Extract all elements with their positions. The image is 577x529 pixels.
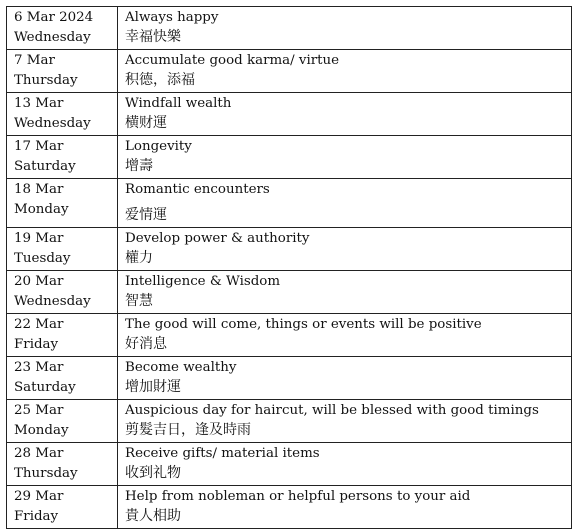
weekday-text: Friday bbox=[14, 508, 59, 524]
date-text: 23 Mar bbox=[14, 360, 64, 375]
weekday-text: Wednesday bbox=[14, 115, 91, 131]
meaning-english: Help from nobleman or helpful persons to your aid bbox=[125, 489, 471, 504]
table-row bbox=[7, 357, 572, 400]
meaning-chinese: 增加財運 bbox=[125, 378, 181, 395]
table-row bbox=[7, 7, 572, 50]
meaning-cell bbox=[118, 136, 572, 179]
meaning-chinese: 幸福快樂 bbox=[125, 28, 181, 45]
meaning-english: Intelligence & Wisdom bbox=[125, 274, 281, 289]
weekday-text: Wednesday bbox=[14, 293, 91, 309]
meaning-cell bbox=[118, 7, 572, 50]
meaning-chinese: 增壽 bbox=[125, 157, 153, 174]
table-row bbox=[7, 400, 572, 443]
meaning-cell bbox=[118, 228, 572, 271]
weekday-text: Wednesday bbox=[14, 29, 91, 45]
weekday-text: Monday bbox=[14, 201, 69, 217]
meaning-chinese: 横财運 bbox=[125, 114, 167, 131]
table-row bbox=[7, 93, 572, 136]
weekday-text: Saturday bbox=[14, 379, 76, 395]
meaning-cell bbox=[118, 50, 572, 93]
meaning-cell bbox=[118, 93, 572, 136]
meaning-cell bbox=[118, 314, 572, 357]
table-row bbox=[7, 271, 572, 314]
meaning-chinese: 權力 bbox=[125, 249, 153, 266]
table-row bbox=[7, 50, 572, 93]
meaning-chinese: 爱情運 bbox=[125, 206, 167, 223]
weekday-text: Tuesday bbox=[14, 250, 71, 266]
meaning-cell bbox=[118, 400, 572, 443]
table-row bbox=[7, 228, 572, 271]
date-text: 7 Mar bbox=[14, 53, 55, 68]
date-text: 25 Mar bbox=[14, 403, 64, 418]
meaning-chinese: 剪髮吉日，逢及時雨 bbox=[125, 421, 251, 438]
meaning-english: Always happy bbox=[125, 10, 219, 25]
meaning-english: Accumulate good karma/ virtue bbox=[125, 53, 340, 68]
table-row bbox=[7, 443, 572, 486]
date-text: 17 Mar bbox=[14, 139, 64, 154]
date-text: 18 Mar bbox=[14, 182, 64, 197]
date-text: 28 Mar bbox=[14, 446, 64, 461]
meaning-chinese: 好消息 bbox=[125, 335, 167, 352]
meaning-chinese: 貴人相助 bbox=[125, 507, 181, 524]
date-cell bbox=[7, 271, 118, 314]
meaning-english: Windfall wealth bbox=[125, 96, 232, 111]
date-text: 20 Mar bbox=[14, 274, 64, 289]
meaning-english: Receive gifts/ material items bbox=[125, 446, 320, 461]
date-cell bbox=[7, 179, 118, 228]
meaning-cell bbox=[118, 357, 572, 400]
meaning-english: Auspicious day for haircut, will be blessed with good timings bbox=[125, 403, 539, 418]
date-cell bbox=[7, 93, 118, 136]
weekday-text: Friday bbox=[14, 336, 59, 352]
date-cell bbox=[7, 136, 118, 179]
meaning-english: Develop power & authority bbox=[125, 231, 310, 246]
date-cell bbox=[7, 7, 118, 50]
date-cell bbox=[7, 486, 118, 529]
meaning-english: Longevity bbox=[125, 139, 192, 154]
date-text: 6 Mar 2024 bbox=[14, 10, 94, 25]
meaning-cell bbox=[118, 486, 572, 529]
table-row bbox=[7, 486, 572, 529]
date-text: 13 Mar bbox=[14, 96, 64, 111]
table-row bbox=[7, 136, 572, 179]
date-text: 29 Mar bbox=[14, 489, 64, 504]
meaning-chinese: 积德，添福 bbox=[125, 71, 195, 88]
meaning-english: Become wealthy bbox=[125, 360, 237, 375]
date-cell bbox=[7, 314, 118, 357]
table-row bbox=[7, 179, 572, 228]
weekday-text: Saturday bbox=[14, 158, 76, 174]
date-cell bbox=[7, 400, 118, 443]
date-text: 22 Mar bbox=[14, 317, 64, 332]
meaning-cell bbox=[118, 271, 572, 314]
meaning-english: Romantic encounters bbox=[125, 182, 270, 197]
auspicious-days-table bbox=[6, 6, 572, 529]
date-text: 19 Mar bbox=[14, 231, 64, 246]
meaning-chinese: 收到礼物 bbox=[125, 464, 181, 481]
date-cell bbox=[7, 443, 118, 486]
table-row bbox=[7, 314, 572, 357]
meaning-english: The good will come, things or events will be positive bbox=[125, 317, 482, 332]
weekday-text: Monday bbox=[14, 422, 69, 438]
weekday-text: Thursday bbox=[14, 465, 78, 481]
date-cell bbox=[7, 357, 118, 400]
date-cell bbox=[7, 228, 118, 271]
meaning-cell bbox=[118, 179, 572, 228]
meaning-chinese: 智慧 bbox=[125, 292, 153, 309]
date-cell bbox=[7, 50, 118, 93]
meaning-cell bbox=[118, 443, 572, 486]
table-body bbox=[7, 7, 572, 529]
weekday-text: Thursday bbox=[14, 72, 78, 88]
